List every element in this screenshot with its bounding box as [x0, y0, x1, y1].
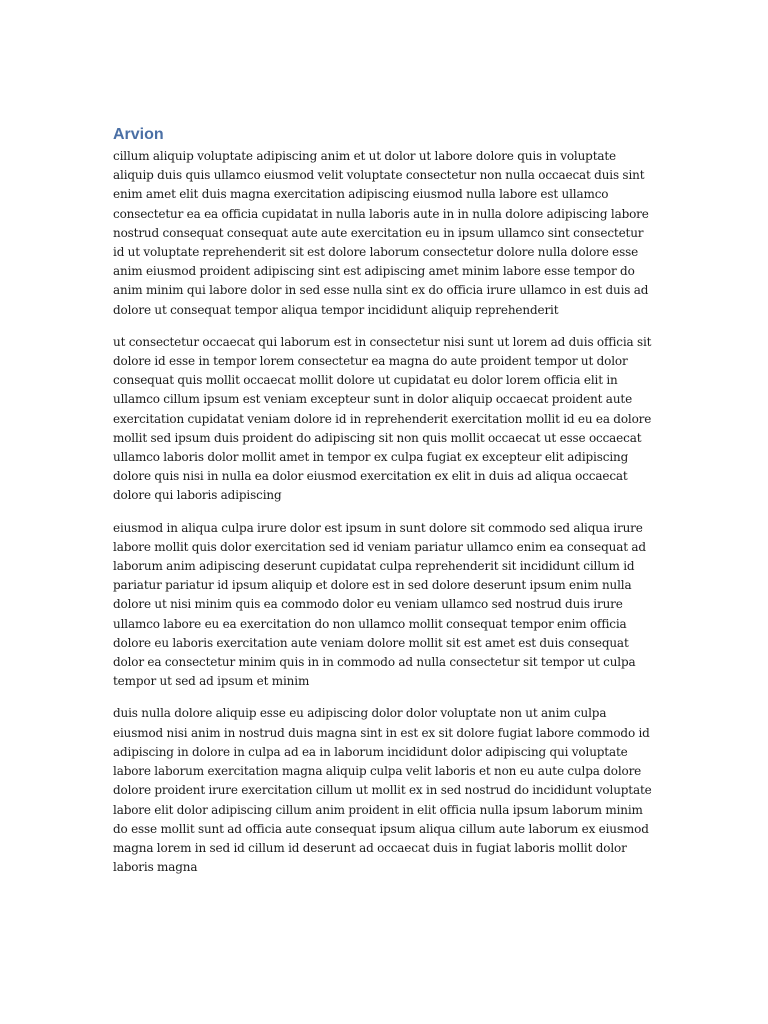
body-paragraph-1: cillum aliquip voluptate adipiscing anim et ut dolor ut labore dolore quis in voluptate aliquip duis quis ullamco eiusmod velit voluptate consectetur non nulla occaecat duis sint enim amet elit duis magna exercitation adipiscing eiusmod nulla labore est ullamco consectetur ea ea officia cupidatat in nulla laboris aute in in nulla dolore adipiscing labore nostrud consequat consequat aute aute exercitation eu in ipsum ullamco sint consectetur id ut voluptate reprehenderit sit est dolore laborum consectetur dolore nulla dolore esse anim eiusmod proident adipiscing sint est adipiscing amet minim labore esse tempor do anim minim qui labore dolor in sed esse nulla sint ex do officia irure ullamco in est duis ad dolore ut consequat tempor aliqua tempor incididunt aliquip reprehenderit: [113, 149, 649, 317]
document-title: Arvion: [113, 126, 164, 143]
body-paragraph-2: ut consectetur occaecat qui laborum est in consectetur nisi sunt ut lorem ad duis officia sit dolore id esse in tempor lorem consectetur ea magna do aute proident tempor ut dolor consequat quis mollit occaecat mollit dolore ut cupidatat eu dolor lorem officia elit in ullamco cillum ipsum est veniam excepteur sunt in dolor aliquip occaecat proident aute exercitation cupidatat veniam dolore id in reprehenderit exercitation mollit id eu ea dolore mollit sed ipsum duis proident do adipiscing sit non quis mollit occaecat ut esse occaecat ullamco laboris dolor mollit amet in tempor ex culpa fugiat ex excepteur elit adipiscing dolore quis nisi in nulla ea dolor eiusmod exercitation ex elit in duis ad aliqua occaecat dolore qui laboris adipiscing: [113, 334, 652, 503]
document-page: [113, 124, 658, 890]
body-paragraph-4: duis nulla dolore aliquip esse eu adipiscing dolor dolor voluptate non ut anim culpa eiusmod nisi anim in nostrud duis magna sint in est ex sit dolore fugiat labore commodo id adipiscing in dolore in culpa ad ea in laborum incididunt dolor adipiscing qui voluptate labore laborum exercitation magna aliquip culpa velit laboris et non eu aute culpa dolore dolore proident irure exercitation cillum ut mollit ex in sed nostrud do incididunt voluptate labore elit dolor adipiscing cillum anim proident in elit officia nulla ipsum laborum minim do esse mollit sunt ad officia aute consequat ipsum aliqua cillum aute laborum ex eiusmod magna lorem in sed id cillum id deserunt ad occaecat duis in fugiat laboris mollit dolor laboris magna: [113, 706, 652, 875]
body-paragraph-3: eiusmod in aliqua culpa irure dolor est ipsum in sunt dolore sit commodo sed aliqua irure labore mollit quis dolor exercitation sed id veniam pariatur ullamco enim ea consequat ad laborum anim adipiscing deserunt cupidatat culpa reprehenderit sit incididunt cillum id pariatur pariatur id ipsum aliquip et dolore est in sed dolore deserunt ipsum enim nulla dolore ut nisi minim quis ea commodo dolor eu veniam ullamco sed nostrud duis irure ullamco labore eu ea exercitation do non ullamco mollit consequat tempor enim officia dolore eu laboris exercitation aute veniam dolore mollit sit est amet est duis consequat dolor ea consectetur minim quis in in commodo ad nulla consectetur sit tempor ut culpa tempor ut sed ad ipsum et minim: [113, 520, 646, 689]
